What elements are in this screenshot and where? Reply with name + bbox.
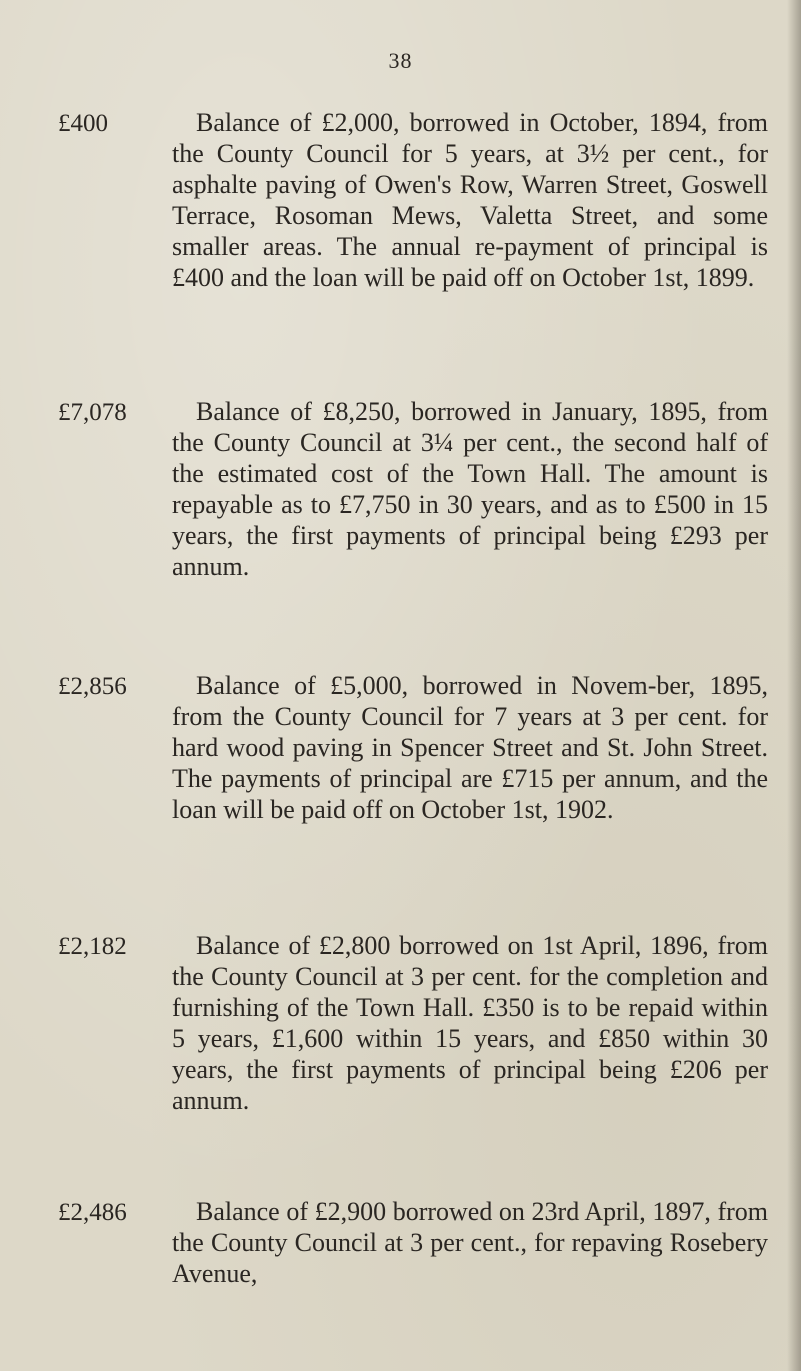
entry-text: Balance of £5,000, borrowed in Novem-ber, 1895, from the County Council for 7 years at 3 per cent. for hard wood paving in Spencer Street and St. John Street. The payments of principal are £715 per annum, and the loan will be paid off on October 1st, 1902. [172,671,768,824]
entry-amount: £2,182 [58,933,127,960]
page-number: 38 [388,48,413,73]
entry-amount: £7,078 [58,399,127,426]
entry-amount: £2,486 [58,1199,127,1226]
entry-text: Balance of £2,000, borrowed in October, 1894, from the County Council for 5 years, at 3½ per cent., for asphalte paving of Owen's Row, Warren Street, Goswell Terrace, Rosoman Mews, Valetta Street, and some smaller areas. The annual re-payment of principal is £400 and the loan will be paid off on October 1st, 1899. [172,108,768,292]
entry-text: Balance of £2,900 borrowed on 23rd April, 1897, from the County Council at 3 per cent., for repaving Rosebery Avenue, [172,1197,768,1288]
entry-amount: £2,856 [58,673,127,700]
page-edge-shadow [787,0,801,1371]
entry-amount: £400 [58,110,108,137]
entry-text: Balance of £2,800 borrowed on 1st April, 1896, from the County Council at 3 per cent. for the completion and furnishing of the Town Hall. £350 is to be repaid within 5 years, £1,600 within 15 years, and £850 within 30 years, the first payments of principal being £206 per annum. [172,931,768,1115]
entry-text: Balance of £8,250, borrowed in January, 1895, from the County Council at 3¼ per cent., the second half of the estimated cost of the Town Hall. The amount is repayable as to £7,750 in 30 years, and as to £500 in 15 years, the first payments of principal being £293 per annum. [172,397,768,581]
